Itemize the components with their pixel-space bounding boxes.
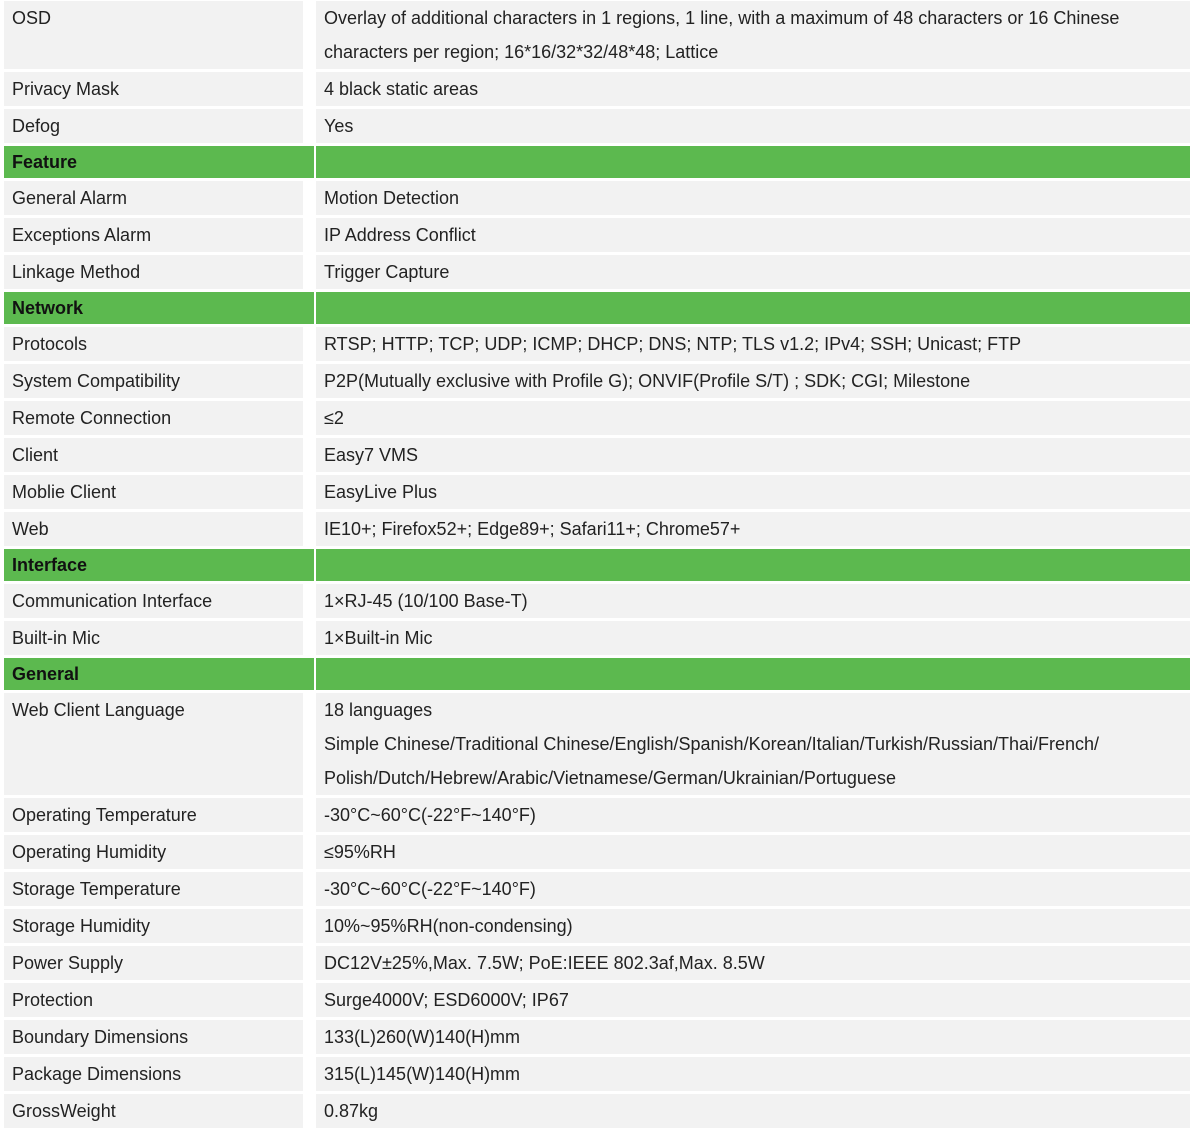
section-header xyxy=(4,549,1190,581)
spec-value-line: IP Address Conflict xyxy=(324,225,476,245)
spec-label: Remote Connection xyxy=(4,401,316,435)
spec-value-line: 0.87kg xyxy=(324,1101,379,1121)
spec-row xyxy=(4,475,1190,509)
spec-table-body xyxy=(4,1,1190,1128)
spec-label: General Alarm xyxy=(4,181,316,215)
spec-value xyxy=(316,1020,1190,1054)
spec-value xyxy=(316,109,1190,143)
spec-value-line: 1×Built-in Mic xyxy=(324,628,433,648)
spec-value-line: Trigger Capture xyxy=(324,262,450,282)
section-header xyxy=(4,146,1190,178)
spec-value xyxy=(316,364,1190,398)
spec-label: Storage Humidity xyxy=(4,909,316,943)
spec-value xyxy=(316,1094,1190,1128)
spec-row xyxy=(4,438,1190,472)
spec-label: Web Client Language xyxy=(4,693,316,795)
spec-row xyxy=(4,218,1190,252)
spec-value-line: 1×RJ-45 (10/100 Base-T) xyxy=(324,591,528,611)
spec-label: Package Dimensions xyxy=(4,1057,316,1091)
spec-row xyxy=(4,946,1190,980)
spec-label: Web xyxy=(4,512,316,546)
spec-value-line: RTSP; HTTP; TCP; UDP; ICMP; DHCP; DNS; NTP; TLS v1.2; IPv4; SSH; Unicast; FTP xyxy=(324,334,1022,354)
spec-value xyxy=(316,512,1190,546)
spec-label: Exceptions Alarm xyxy=(4,218,316,252)
spec-label: Privacy Mask xyxy=(4,72,316,106)
spec-value-line: 10%~95%RH(non-condensing) xyxy=(324,916,573,936)
spec-row xyxy=(4,693,1190,795)
spec-row xyxy=(4,909,1190,943)
spec-value-line: -30°C~60°C(-22°F~140°F) xyxy=(324,805,536,825)
spec-value-line: Surge4000V; ESD6000V; IP67 xyxy=(324,990,569,1010)
section-title: General xyxy=(4,658,316,690)
section-bar xyxy=(316,549,1190,581)
spec-value xyxy=(316,584,1190,618)
spec-label: Operating Temperature xyxy=(4,798,316,832)
spec-label: Protocols xyxy=(4,327,316,361)
spec-label: GrossWeight xyxy=(4,1094,316,1128)
spec-value xyxy=(316,1057,1190,1091)
spec-row xyxy=(4,401,1190,435)
spec-value xyxy=(316,475,1190,509)
spec-value-line: ≤2 xyxy=(324,408,344,428)
spec-row xyxy=(4,364,1190,398)
spec-value-line: 133(L)260(W)140(H)mm xyxy=(324,1027,521,1047)
spec-row xyxy=(4,255,1190,289)
spec-row xyxy=(4,1094,1190,1128)
spec-row xyxy=(4,835,1190,869)
spec-value xyxy=(316,1,1190,69)
section-bar xyxy=(316,292,1190,324)
spec-value-line: Polish/Dutch/Hebrew/Arabic/Vietnamese/German/Ukrainian/Portuguese xyxy=(324,768,896,788)
spec-row xyxy=(4,798,1190,832)
spec-value-line: 315(L)145(W)140(H)mm xyxy=(324,1064,521,1084)
spec-value-line: Yes xyxy=(324,116,354,136)
spec-label: Built-in Mic xyxy=(4,621,316,655)
spec-label: Storage Temperature xyxy=(4,872,316,906)
spec-value xyxy=(316,798,1190,832)
spec-row xyxy=(4,983,1190,1017)
spec-label: System Compatibility xyxy=(4,364,316,398)
spec-label: Client xyxy=(4,438,316,472)
spec-value xyxy=(316,835,1190,869)
spec-value-line: Easy7 VMS xyxy=(324,445,419,465)
spec-value-line: Simple Chinese/Traditional Chinese/English/Spanish/Korean/Italian/Turkish/Russian/Thai/French/ xyxy=(324,734,1100,754)
spec-row xyxy=(4,72,1190,106)
spec-value xyxy=(316,693,1190,795)
spec-label: Linkage Method xyxy=(4,255,316,289)
spec-value-line: EasyLive Plus xyxy=(324,482,438,502)
spec-value-line: DC12V±25%,Max. 7.5W; PoE:IEEE 802.3af,Max. 8.5W xyxy=(324,953,765,973)
spec-value xyxy=(316,401,1190,435)
spec-value-line: Motion Detection xyxy=(324,188,460,208)
spec-value xyxy=(316,255,1190,289)
section-title: Interface xyxy=(4,549,316,581)
spec-value xyxy=(316,872,1190,906)
spec-value-line: 4 black static areas xyxy=(324,79,479,99)
spec-table xyxy=(4,0,1190,1131)
spec-label: Defog xyxy=(4,109,316,143)
spec-value xyxy=(316,327,1190,361)
spec-row xyxy=(4,181,1190,215)
spec-value-line: P2P(Mutually exclusive with Profile G); ONVIF(Profile S/T) ; SDK; CGI; Milestone xyxy=(324,371,971,391)
spec-value xyxy=(316,438,1190,472)
spec-row xyxy=(4,621,1190,655)
spec-label: Power Supply xyxy=(4,946,316,980)
spec-label: Operating Humidity xyxy=(4,835,316,869)
spec-value xyxy=(316,181,1190,215)
spec-value xyxy=(316,621,1190,655)
spec-label: Moblie Client xyxy=(4,475,316,509)
spec-value xyxy=(316,218,1190,252)
spec-row xyxy=(4,1057,1190,1091)
spec-row xyxy=(4,872,1190,906)
section-title: Feature xyxy=(4,146,316,178)
spec-label: OSD xyxy=(4,1,316,69)
section-title: Network xyxy=(4,292,316,324)
spec-value xyxy=(316,946,1190,980)
spec-label: Protection xyxy=(4,983,316,1017)
spec-value-line: 18 languages xyxy=(324,700,433,720)
spec-value xyxy=(316,72,1190,106)
section-bar xyxy=(316,658,1190,690)
spec-label: Communication Interface xyxy=(4,584,316,618)
spec-value xyxy=(316,983,1190,1017)
spec-value xyxy=(316,909,1190,943)
spec-value-line: characters per region; 16*16/32*32/48*48; Lattice xyxy=(324,42,719,62)
section-header xyxy=(4,658,1190,690)
spec-value-line: IE10+; Firefox52+; Edge89+; Safari11+; Chrome57+ xyxy=(324,519,741,539)
spec-row xyxy=(4,1020,1190,1054)
spec-row xyxy=(4,1,1190,69)
spec-value-line: ≤95%RH xyxy=(324,842,396,862)
spec-value-line: -30°C~60°C(-22°F~140°F) xyxy=(324,879,536,899)
spec-label: Boundary Dimensions xyxy=(4,1020,316,1054)
spec-row xyxy=(4,109,1190,143)
spec-row xyxy=(4,327,1190,361)
spec-row xyxy=(4,584,1190,618)
section-bar xyxy=(316,146,1190,178)
section-header xyxy=(4,292,1190,324)
spec-row xyxy=(4,512,1190,546)
spec-value-line: Overlay of additional characters in 1 regions, 1 line, with a maximum of 48 characters or 16 Chinese xyxy=(324,8,1120,28)
